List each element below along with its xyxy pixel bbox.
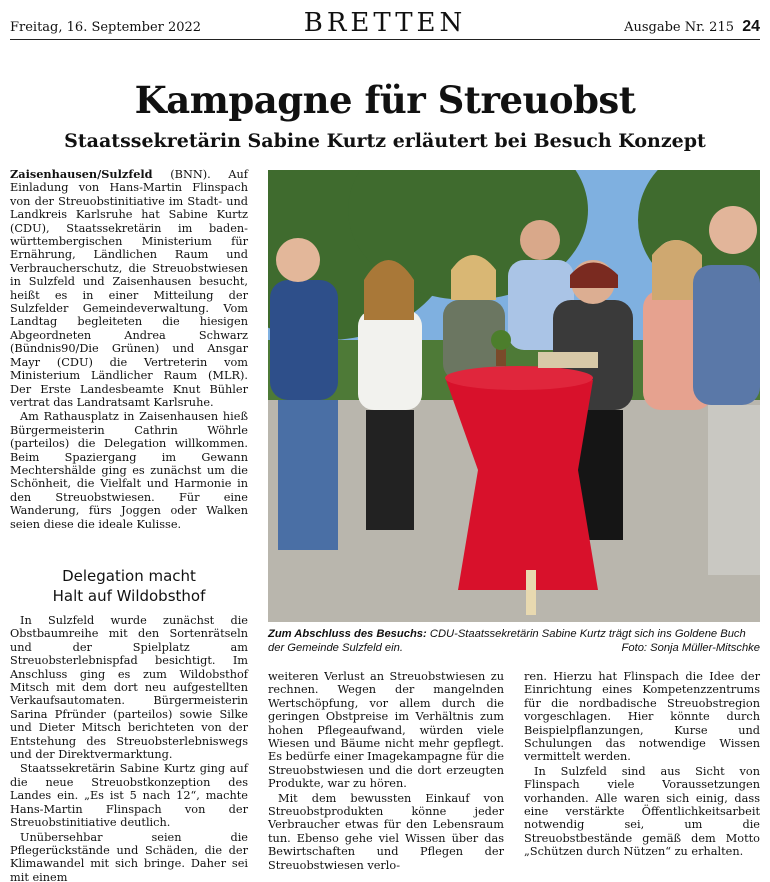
interheadline: Delegation macht Halt auf Wildobsthof xyxy=(52,567,206,605)
article-column-1-bottom xyxy=(10,614,248,882)
person xyxy=(270,238,338,550)
article-paragraph: Mit dem bewussten Einkauf von Streuobstprodukten könne jeder Verbraucher etwas für den Lebensraum tun. Ebenso gehe viel Wissen über das Bewirtschaften und Pflegen der Streuobstwiesen verlo- xyxy=(268,791,504,872)
dateline: Zaisenhausen/Sulzfeld xyxy=(10,167,153,181)
photo-caption xyxy=(268,628,760,655)
person xyxy=(443,255,505,380)
group-photo-illustration xyxy=(268,170,760,622)
article-column-3 xyxy=(524,670,760,860)
article-paragraph: weiteren Verlust an Streuobstwiesen zu rechnen. Wegen der mangelnden Wertschöpfung, vor allem durch die geringen Obstpreise im Verhältnis zum hohen Pflegeaufwand, würden viele Wiesen und Bäume nicht mehr gepflegt. Es bedürfe einer Imagekampagne für die Streuobstwiesen und die dort erzeugten Produkte, war zu hören. xyxy=(268,670,505,791)
article-paragraph: Zaisenhausen/Sulzfeld (BNN). Auf Einladung von Hans-Martin Flinspach von der Streuobstinitiative im Stadt- und Landkreis Karlsruhe hat Sabine Kurtz (CDU), Staatssekretärin im baden-württembergischen Ministerium für Ernährung, Ländlichen Raum und Verbraucherschutz, die Streuobstwiesen in Sulzfeld und Zaisenhausen besucht, heißt es in einer Mitteilung der Sulzfelder Gemeindeverwaltung. Vom Landtag begleiteten die hiesigen Abgeordneten Andrea Schwarz (Bündnis90/Die Grünen) und Ansgar Mayr (CDU) die Vertreterin vom Ministerium Ländlicher Raum (MLR). Der Erste Landesbeamte Knut Bühler vertrat das Landratsamt Karlsruhe. xyxy=(10,167,248,409)
article-paragraph: ren. Hierzu hat Flinspach die Idee der Einrichtung eines Kompetenzzentrums für die nordbadische Streuobstregion vorgeschlagen. Hier könnte durch Beispielpflanzungen, Kurse und Schulungen das notwendige Wissen vermittelt werden. xyxy=(524,670,760,764)
article-paragraph: In Sulzfeld wurde zunächst die Obstbaumreihe mit den Sortenrätseln und der Spielplatz am Streuobsterlebnispfad besichtigt. Im Anschluss ging es zum Wildobsthof Mitsch mit dem dort neu aufgestellten Verkaufsautomaten. Bürgermeisterin Sarina Pfründer (parteilos) sowie Silke und Dieter Mitsch berichteten von der Entstehung des Streuobsterlebniswegs und der Direktvermarktung. xyxy=(10,614,248,762)
plant xyxy=(491,330,511,350)
person xyxy=(358,260,422,530)
article-photo xyxy=(268,170,760,622)
caption-lead: Zum Abschluss des Besuchs: xyxy=(268,628,427,640)
section-title: BRETTEN xyxy=(303,8,467,38)
page-number: 24 xyxy=(742,18,760,35)
article-headline: Kampagne für Streuobst xyxy=(134,78,636,122)
photo-credit: Foto: Sonja Müller-Mitschke xyxy=(621,641,760,654)
article-column-1-top xyxy=(10,168,248,532)
issue-date: Freitag, 16. September 2022 xyxy=(10,20,202,35)
issue-number: Ausgabe Nr. 215 xyxy=(624,20,734,35)
page-header xyxy=(10,6,760,40)
article-paragraph: Unübersehbar seien die Pflegerückstände und Schäden, die der Klimawandel mit sich bringe. Daher sei mit einem xyxy=(10,830,248,882)
bottle xyxy=(526,570,536,615)
article-subheadline: Staatssekretärin Sabine Kurtz erläutert bei Besuch Konzept xyxy=(64,130,706,152)
article-paragraph: In Sulzfeld sind aus Sicht von Flinspach viele Voraussetzungen vorhanden. Alle waren sich einig, dass eine verstärkte Öffentlichkeitsarbeit notwendig sei, um die Streuobstbestände gemäß dem Motto „Schützen durch Nützen“ zu erhalten. xyxy=(524,764,760,859)
caption-text: CDU-Staatssekretärin Sabine Kurtz trägt sich ins Goldene Buch der Gemeinde Sulzfeld ein. xyxy=(268,628,746,654)
article-paragraph: Staatssekretärin Sabine Kurtz ging auf die neue Streuobstkonzeption des Landes ein. „Es ist 5 nach 12“, machte Hans-Martin Flinspach von der Streuobstinitiative deutlich. xyxy=(10,762,248,830)
table-top xyxy=(445,366,593,390)
golden-book xyxy=(538,352,598,368)
article-column-2 xyxy=(268,670,504,873)
article-paragraph: Am Rathausplatz in Zaisenhausen hieß Bürgermeisterin Cathrin Wöhrle (parteilos) die Delegation willkommen. Beim Spaziergang im Gewann Mechtershälde ging es zunächst um die Schönheit, die Vielfalt und Harmonie in den Streuobstwiesen. Für eine Wanderung, fürs Joggen oder Walken seien diese die ideale Kulisse. xyxy=(10,410,248,531)
